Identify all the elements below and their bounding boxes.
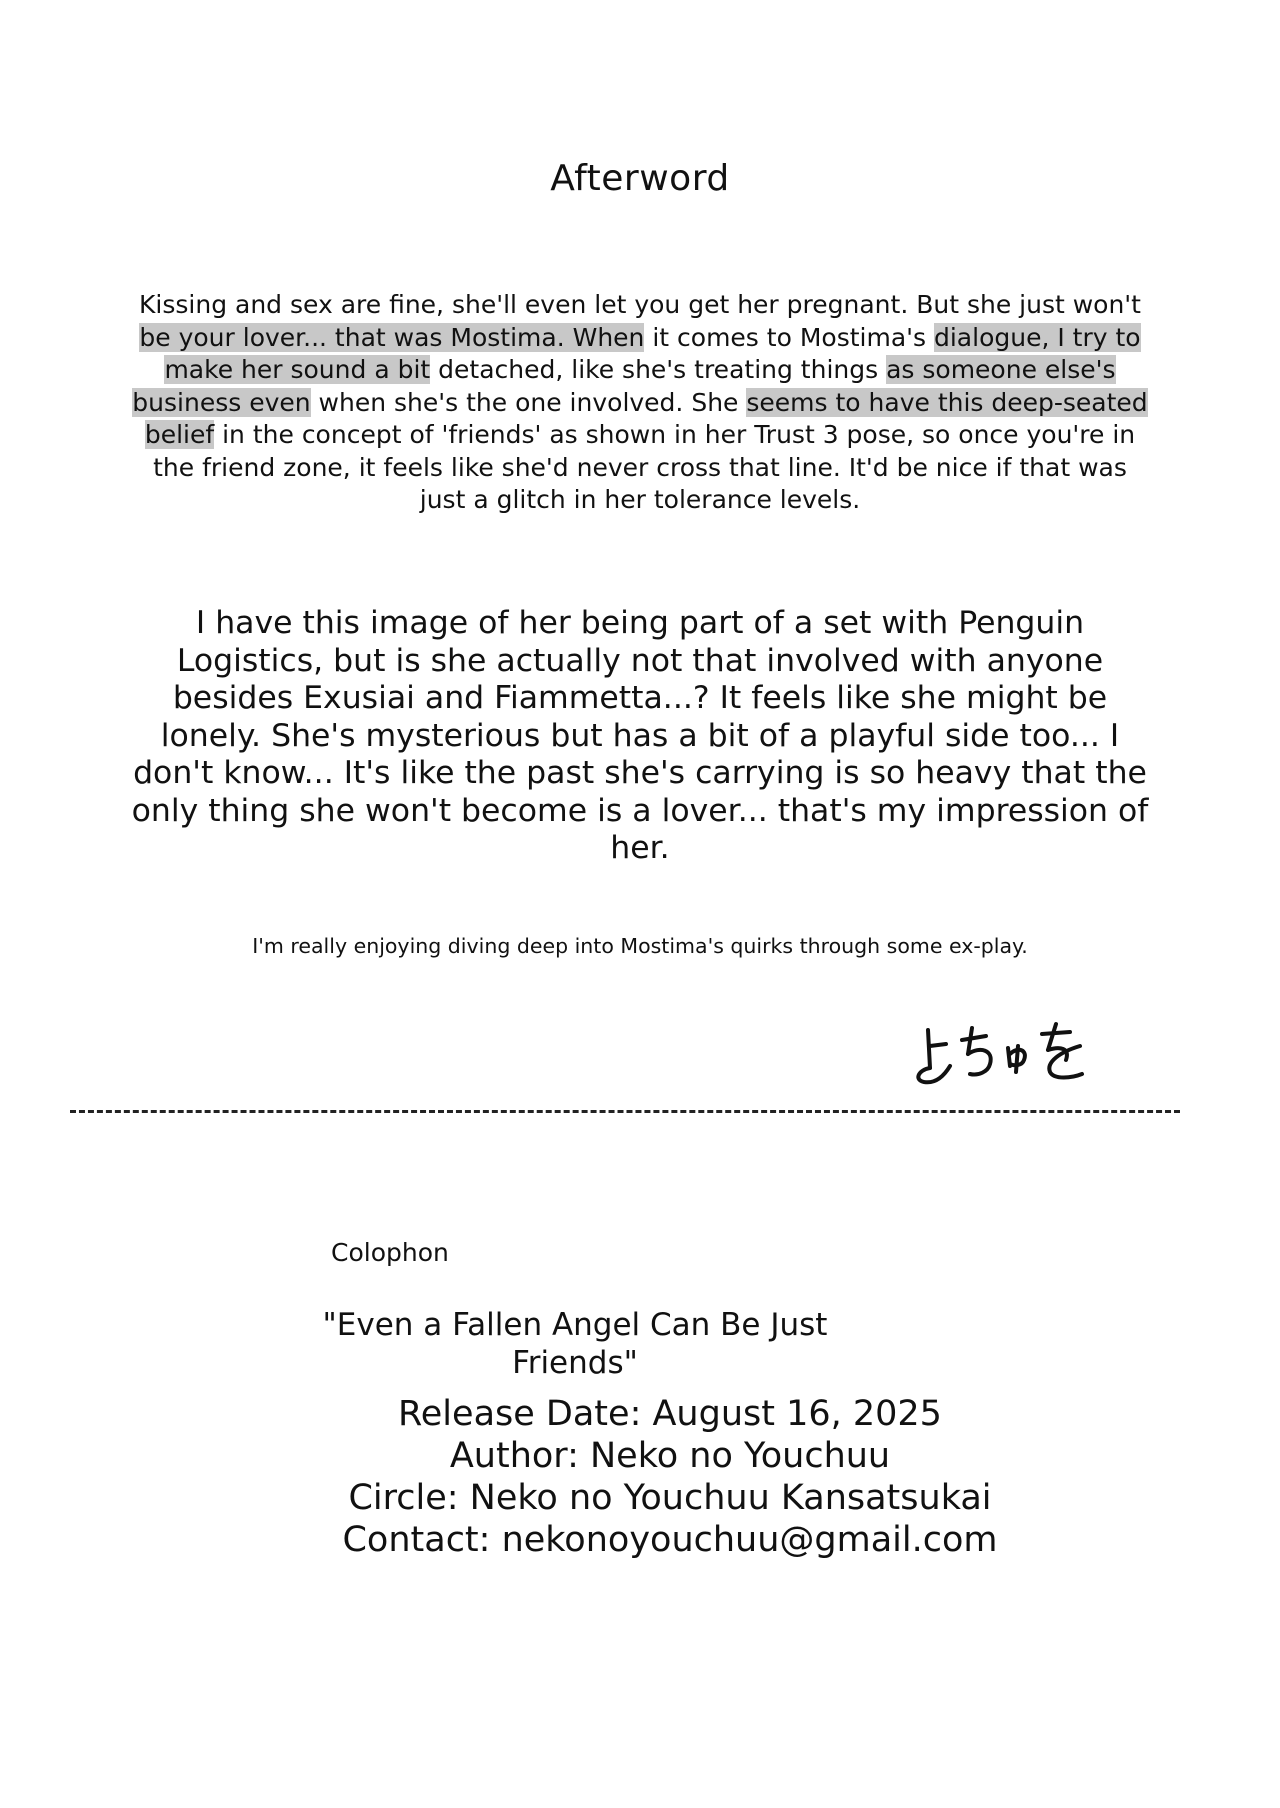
afterword-paragraph-1 (130, 289, 1150, 517)
colophon-details (0, 1393, 1280, 1561)
contact-email: Contact: nekonoyouchuu@gmail.com (342, 1520, 998, 1560)
colophon-label: Colophon (331, 1238, 449, 1267)
para1-highlight-3: as someone else's business even (132, 355, 1116, 417)
para1-text-3: detached, like she's treating things (430, 355, 887, 384)
afterword-note: I'm really enjoying diving deep into Mostima's quirks through some ex-play. (252, 934, 1028, 958)
para1-text-4: when she's the one involved. She (310, 387, 747, 417)
afterword-title: Afterword (550, 158, 730, 199)
para1-highlight-1: be your lover... that was Mostima. When (139, 322, 645, 352)
book-title: "Even a Fallen Angel Can Be Just Friends" (322, 1307, 828, 1381)
author-signature (910, 1020, 1090, 1090)
para1-text-2: it comes to Mostima's (644, 322, 934, 352)
release-date: Release Date: August 16, 2025 (398, 1394, 942, 1434)
para1-highlight-2: dialogue, I try to make her sound a bit (164, 322, 1141, 384)
para1-text-5: in the concept of 'friends' as shown in her Trust 3 pose, so once you're in the friend zone, it feels like she'd never cross that line. It'd be nice if that was just a glitch in her tolerance levels. (153, 420, 1136, 514)
para1-text-1: Kissing and sex are fine, she'll even let you get her pregnant. But she just won't (139, 290, 1141, 319)
circle: Circle: Neko no Youchuu Kansatsukai (348, 1478, 992, 1518)
author: Author: Neko no Youchuu (449, 1436, 891, 1476)
para1-highlight-4: seems to have this deep-seated belief (144, 387, 1148, 449)
section-divider (70, 1110, 1180, 1113)
afterword-paragraph-2: I have this image of her being part of a set with Penguin Logistics, but is she actually not that involved with anyone besides Exusiai and Fiammetta...? It feels like she might be lonely. She's mysterious but has a bit of a playful side too... I don't know... It's like the past she's carrying is so heavy that the only thing she won't become is a lover... that's my impression of her. (131, 605, 1149, 866)
